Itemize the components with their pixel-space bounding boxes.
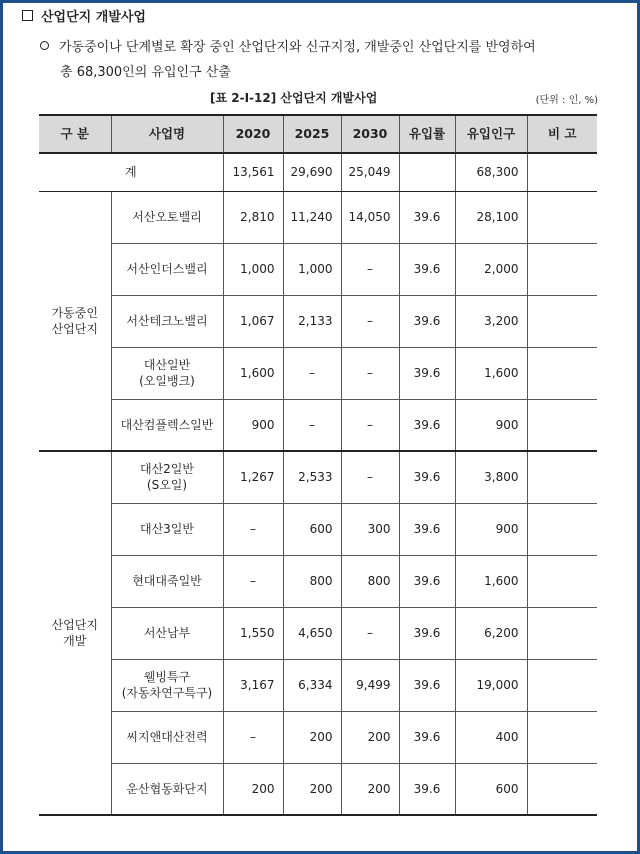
inflow-rate: 39.6 bbox=[399, 503, 455, 555]
value-2030: 9,499 bbox=[341, 659, 399, 711]
col-header-project: 사업명 bbox=[111, 115, 223, 153]
project-name: 현대대죽일반 bbox=[111, 555, 223, 607]
bullet-line-1: 가동중이나 단계별로 확장 중인 산업단지와 신규지정, 개발중인 산업단지를 반영하여 bbox=[59, 40, 536, 55]
value-2020: – bbox=[223, 503, 283, 555]
value-2025: 2,133 bbox=[283, 295, 341, 347]
remarks bbox=[527, 451, 597, 503]
remarks bbox=[527, 711, 597, 763]
remarks bbox=[527, 295, 597, 347]
table-row bbox=[39, 607, 597, 659]
value-2020: 1,267 bbox=[223, 451, 283, 503]
value-2030: 200 bbox=[341, 763, 399, 815]
table-row bbox=[39, 711, 597, 763]
value-2030: – bbox=[341, 399, 399, 451]
value-2030: – bbox=[341, 451, 399, 503]
header-row bbox=[39, 115, 597, 153]
table-row bbox=[39, 347, 597, 399]
inflow-population: 900 bbox=[455, 399, 527, 451]
value-2025: 200 bbox=[283, 711, 341, 763]
inflow-population: 1,600 bbox=[455, 555, 527, 607]
table-row bbox=[39, 659, 597, 711]
project-name: 서산테크노밸리 bbox=[111, 295, 223, 347]
total-population: 68,300 bbox=[455, 153, 527, 191]
col-header-remarks: 비 고 bbox=[527, 115, 597, 153]
value-2030: 200 bbox=[341, 711, 399, 763]
inflow-population: 2,000 bbox=[455, 243, 527, 295]
description-bullet bbox=[40, 35, 600, 85]
inflow-rate: 39.6 bbox=[399, 711, 455, 763]
remarks bbox=[527, 399, 597, 451]
industrial-complex-table bbox=[39, 114, 597, 816]
value-2025: 6,334 bbox=[283, 659, 341, 711]
table-row bbox=[39, 451, 597, 503]
project-name: 서산남부 bbox=[111, 607, 223, 659]
circle-bullet-icon bbox=[40, 41, 49, 50]
value-2025: 1,000 bbox=[283, 243, 341, 295]
total-2030: 25,049 bbox=[341, 153, 399, 191]
inflow-population: 19,000 bbox=[455, 659, 527, 711]
value-2020: – bbox=[223, 711, 283, 763]
value-2020: 1,600 bbox=[223, 347, 283, 399]
inflow-rate: 39.6 bbox=[399, 399, 455, 451]
inflow-rate: 39.6 bbox=[399, 451, 455, 503]
table-row bbox=[39, 763, 597, 815]
checkbox-square-icon bbox=[22, 10, 33, 21]
value-2020: 1,550 bbox=[223, 607, 283, 659]
value-2025: 11,240 bbox=[283, 191, 341, 243]
col-header-inflow-population: 유입인구 bbox=[455, 115, 527, 153]
inflow-rate: 39.6 bbox=[399, 347, 455, 399]
inflow-population: 400 bbox=[455, 711, 527, 763]
table-row bbox=[39, 191, 597, 243]
project-name: 서산인더스밸리 bbox=[111, 243, 223, 295]
remarks bbox=[527, 555, 597, 607]
value-2025: 600 bbox=[283, 503, 341, 555]
section-heading bbox=[22, 6, 146, 25]
remarks bbox=[527, 607, 597, 659]
total-row bbox=[39, 153, 597, 191]
inflow-population: 900 bbox=[455, 503, 527, 555]
total-note bbox=[527, 153, 597, 191]
table-caption: [표 2-Ⅰ-12] 산업단지 개발사업 bbox=[210, 91, 378, 105]
project-name: 서산오토밸리 bbox=[111, 191, 223, 243]
remarks bbox=[527, 191, 597, 243]
remarks bbox=[527, 503, 597, 555]
project-name: 대산2일반 (S오일) bbox=[111, 451, 223, 503]
value-2030: – bbox=[341, 295, 399, 347]
value-2030: 800 bbox=[341, 555, 399, 607]
value-2025: 4,650 bbox=[283, 607, 341, 659]
project-name: 대산일반 (오일뱅크) bbox=[111, 347, 223, 399]
table-row bbox=[39, 555, 597, 607]
remarks bbox=[527, 347, 597, 399]
table-row bbox=[39, 295, 597, 347]
value-2025: 200 bbox=[283, 763, 341, 815]
total-2020: 13,561 bbox=[223, 153, 283, 191]
project-name: 대산3일반 bbox=[111, 503, 223, 555]
value-2025: – bbox=[283, 399, 341, 451]
value-2020: 3,167 bbox=[223, 659, 283, 711]
inflow-population: 1,600 bbox=[455, 347, 527, 399]
table-row bbox=[39, 399, 597, 451]
project-name: 씨지앤대산전력 bbox=[111, 711, 223, 763]
col-header-2020: 2020 bbox=[223, 115, 283, 153]
group-label: 가동중인 산업단지 bbox=[39, 191, 111, 451]
col-header-2025: 2025 bbox=[283, 115, 341, 153]
project-name: 웰빙특구 (자동차연구특구) bbox=[111, 659, 223, 711]
table-row bbox=[39, 503, 597, 555]
inflow-rate: 39.6 bbox=[399, 607, 455, 659]
total-rate bbox=[399, 153, 455, 191]
total-label: 계 bbox=[39, 153, 223, 191]
inflow-rate: 39.6 bbox=[399, 659, 455, 711]
total-2025: 29,690 bbox=[283, 153, 341, 191]
project-name: 대산컴플렉스일반 bbox=[111, 399, 223, 451]
value-2020: 200 bbox=[223, 763, 283, 815]
inflow-rate: 39.6 bbox=[399, 295, 455, 347]
col-header-2030: 2030 bbox=[341, 115, 399, 153]
remarks bbox=[527, 763, 597, 815]
value-2030: 300 bbox=[341, 503, 399, 555]
col-header-inflow-rate: 유입률 bbox=[399, 115, 455, 153]
col-header-category: 구 분 bbox=[39, 115, 111, 153]
value-2020: 1,000 bbox=[223, 243, 283, 295]
value-2030: 14,050 bbox=[341, 191, 399, 243]
inflow-population: 6,200 bbox=[455, 607, 527, 659]
group-label: 산업단지 개발 bbox=[39, 451, 111, 815]
inflow-rate: 39.6 bbox=[399, 555, 455, 607]
inflow-population: 3,200 bbox=[455, 295, 527, 347]
value-2030: – bbox=[341, 607, 399, 659]
value-2020: 1,067 bbox=[223, 295, 283, 347]
value-2030: – bbox=[341, 347, 399, 399]
inflow-rate: 39.6 bbox=[399, 763, 455, 815]
inflow-population: 3,800 bbox=[455, 451, 527, 503]
value-2025: – bbox=[283, 347, 341, 399]
unit-label: (단위 : 인, %) bbox=[535, 95, 598, 106]
value-2020: 2,810 bbox=[223, 191, 283, 243]
value-2020: – bbox=[223, 555, 283, 607]
bullet-line-2: 총 68,300인의 유입인구 산출 bbox=[60, 65, 231, 80]
inflow-rate: 39.6 bbox=[399, 243, 455, 295]
value-2025: 800 bbox=[283, 555, 341, 607]
remarks bbox=[527, 243, 597, 295]
table-row bbox=[39, 243, 597, 295]
value-2030: – bbox=[341, 243, 399, 295]
project-name: 운산협동화단지 bbox=[111, 763, 223, 815]
value-2020: 900 bbox=[223, 399, 283, 451]
inflow-population: 28,100 bbox=[455, 191, 527, 243]
value-2025: 2,533 bbox=[283, 451, 341, 503]
remarks bbox=[527, 659, 597, 711]
section-title: 산업단지 개발사업 bbox=[41, 10, 146, 25]
inflow-rate: 39.6 bbox=[399, 191, 455, 243]
inflow-population: 600 bbox=[455, 763, 527, 815]
